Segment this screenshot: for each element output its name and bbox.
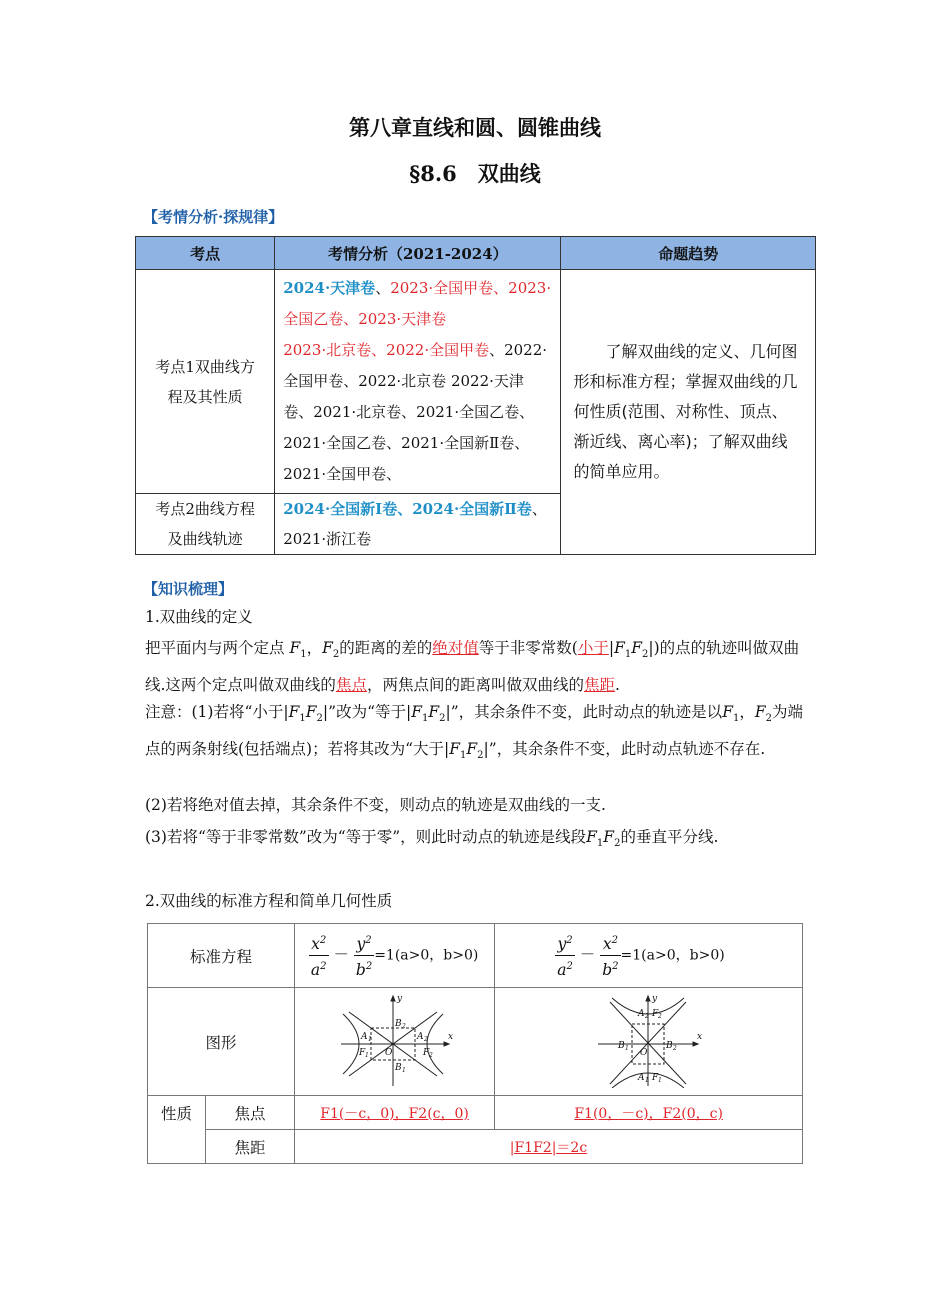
definition-heading: 1.双曲线的定义 xyxy=(145,608,253,626)
note-1: 注意：(1)若将“小于$|F_1F_2|$”改为“等于$|F_1F_2|$”，其余条件不变，此时动点的轨迹是以$F_1$，$F_2$为端点的两条射线(包括端点)；若将其改为“大于$|F_1F_2|$”，其余条件不变，此时动点轨迹不存在. xyxy=(145,703,803,762)
header-point: 考点 xyxy=(136,237,275,270)
svg-text:x: x xyxy=(447,1031,453,1042)
analysis-tag: 【考情分析·探规律】 xyxy=(143,208,284,226)
svg-text:A: A xyxy=(360,1031,368,1042)
std-eq-1: $\frac{x^2}{a^2}$ － $\frac{y^2}{b^2}$ =1(a>0，b>0) xyxy=(294,924,494,988)
svg-text:2: 2 xyxy=(672,1044,677,1052)
chapter-title: 第八章直线和圆、圆锥曲线 xyxy=(349,115,601,140)
svg-text:x: x xyxy=(696,1031,702,1042)
svg-text:1: 1 xyxy=(624,1044,629,1052)
svg-text:1: 1 xyxy=(657,1076,662,1084)
svg-text:O: O xyxy=(384,1047,392,1058)
hyperbola-properties-table xyxy=(147,923,803,1164)
analysis-2: 2024·全国新Ⅰ卷、2024·全国新Ⅱ卷、2021·浙江卷 xyxy=(275,494,561,555)
svg-text:B: B xyxy=(394,1018,402,1029)
properties-heading: 2.双曲线的标准方程和简单几何性质 xyxy=(145,892,393,910)
focus-label: 焦点 xyxy=(205,1096,294,1130)
header-trend: 命题趋势 xyxy=(561,237,816,270)
header-analysis: 考情分析（2021-2024） xyxy=(275,237,561,270)
svg-text:1: 1 xyxy=(364,1051,369,1059)
svg-text:2: 2 xyxy=(401,1022,406,1030)
svg-text:B: B xyxy=(394,1062,402,1073)
frac-y-b: $\frac{y^2}{b^2}$ xyxy=(354,930,374,981)
svg-text:2: 2 xyxy=(644,1012,649,1020)
vertical-hyperbola-figure xyxy=(594,992,704,1088)
trend-cell: 了解双曲线的定义、几何图形和标准方程；掌握双曲线的几何性质(范围、对称性、顶点、渐近线、离心率)；了解双曲线的简单应用。 xyxy=(561,270,816,555)
frac-x-b: $\frac{x^2}{b^2}$ xyxy=(600,930,620,981)
svg-text:F: F xyxy=(358,1047,365,1058)
focus-value-1: F1(－c，0)，F2(c，0) xyxy=(294,1096,494,1130)
note-3: (3)若将“等于非零常数”改为“等于零”，则此时动点的轨迹是线段$F_1F_2$的垂直平分线. xyxy=(145,828,719,850)
svg-text:B: B xyxy=(617,1040,625,1051)
svg-text:2: 2 xyxy=(428,1051,433,1059)
svg-text:F: F xyxy=(422,1047,429,1058)
svg-text:y: y xyxy=(651,993,657,1004)
definition-text: 把平面内与两个定点 $F_1$，$F_2$的距离的差的绝对值等于非零常数(小于$|F_1F_2|$)的点的轨迹叫做双曲线.这两个定点叫做双曲线的焦点，两焦点间的距离叫做双曲线的焦距. xyxy=(145,639,800,695)
prop-label: 性质 xyxy=(148,1096,206,1164)
point-1: 考点1双曲线方程及其性质 xyxy=(136,270,275,494)
frac-y-a: $\frac{y^2}{a^2}$ xyxy=(555,930,575,981)
analysis-1: 2024·天津卷、2023·全国甲卷、2023·全国乙卷、2023·天津卷 2023·北京卷、2022·全国甲卷、2022·全国甲卷、2022·北京卷 2022·天津卷、2021·北京卷、2021·全国乙卷、2021·全国乙卷、2021·全国新Ⅱ卷、2021·全国甲卷、 xyxy=(275,270,561,494)
focal-label: 焦距 xyxy=(205,1130,294,1164)
figure-horizontal xyxy=(294,988,494,1096)
point-2: 考点2曲线方程及曲线轨迹 xyxy=(136,494,275,555)
section-title: §8.6 双曲线 xyxy=(409,161,541,186)
note-2: (2)若将绝对值去掉，其余条件不变，则动点的轨迹是双曲线的一支. xyxy=(145,796,606,814)
svg-text:A: A xyxy=(637,1008,645,1019)
svg-text:y: y xyxy=(396,993,402,1004)
focus-value-2: F1(0，－c)，F2(0，c) xyxy=(495,1096,803,1130)
svg-text:A: A xyxy=(637,1072,645,1083)
svg-text:1: 1 xyxy=(644,1076,649,1084)
std-eq-label: 标准方程 xyxy=(148,924,295,988)
svg-text:A: A xyxy=(416,1031,424,1042)
svg-text:1: 1 xyxy=(401,1066,406,1074)
svg-text:O: O xyxy=(639,1047,648,1058)
horizontal-hyperbola-figure xyxy=(335,992,455,1088)
svg-text:F: F xyxy=(651,1008,658,1019)
svg-text:2: 2 xyxy=(657,1012,662,1020)
svg-text:F: F xyxy=(651,1072,658,1083)
svg-text:2: 2 xyxy=(423,1035,428,1043)
frac-x-a: $\frac{x^2}{a^2}$ xyxy=(309,930,329,981)
focal-value: |F1F2|＝2c xyxy=(294,1130,802,1164)
knowledge-tag: 【知识梳理】 xyxy=(143,580,234,598)
svg-text:1: 1 xyxy=(367,1035,372,1043)
figure-vertical xyxy=(495,988,803,1096)
svg-text:B: B xyxy=(665,1040,673,1051)
std-eq-2: $\frac{y^2}{a^2}$ － $\frac{x^2}{b^2}$ =1(a>0，b>0) xyxy=(495,924,803,988)
exam-analysis-table xyxy=(135,236,816,555)
figure-label: 图形 xyxy=(148,988,295,1096)
